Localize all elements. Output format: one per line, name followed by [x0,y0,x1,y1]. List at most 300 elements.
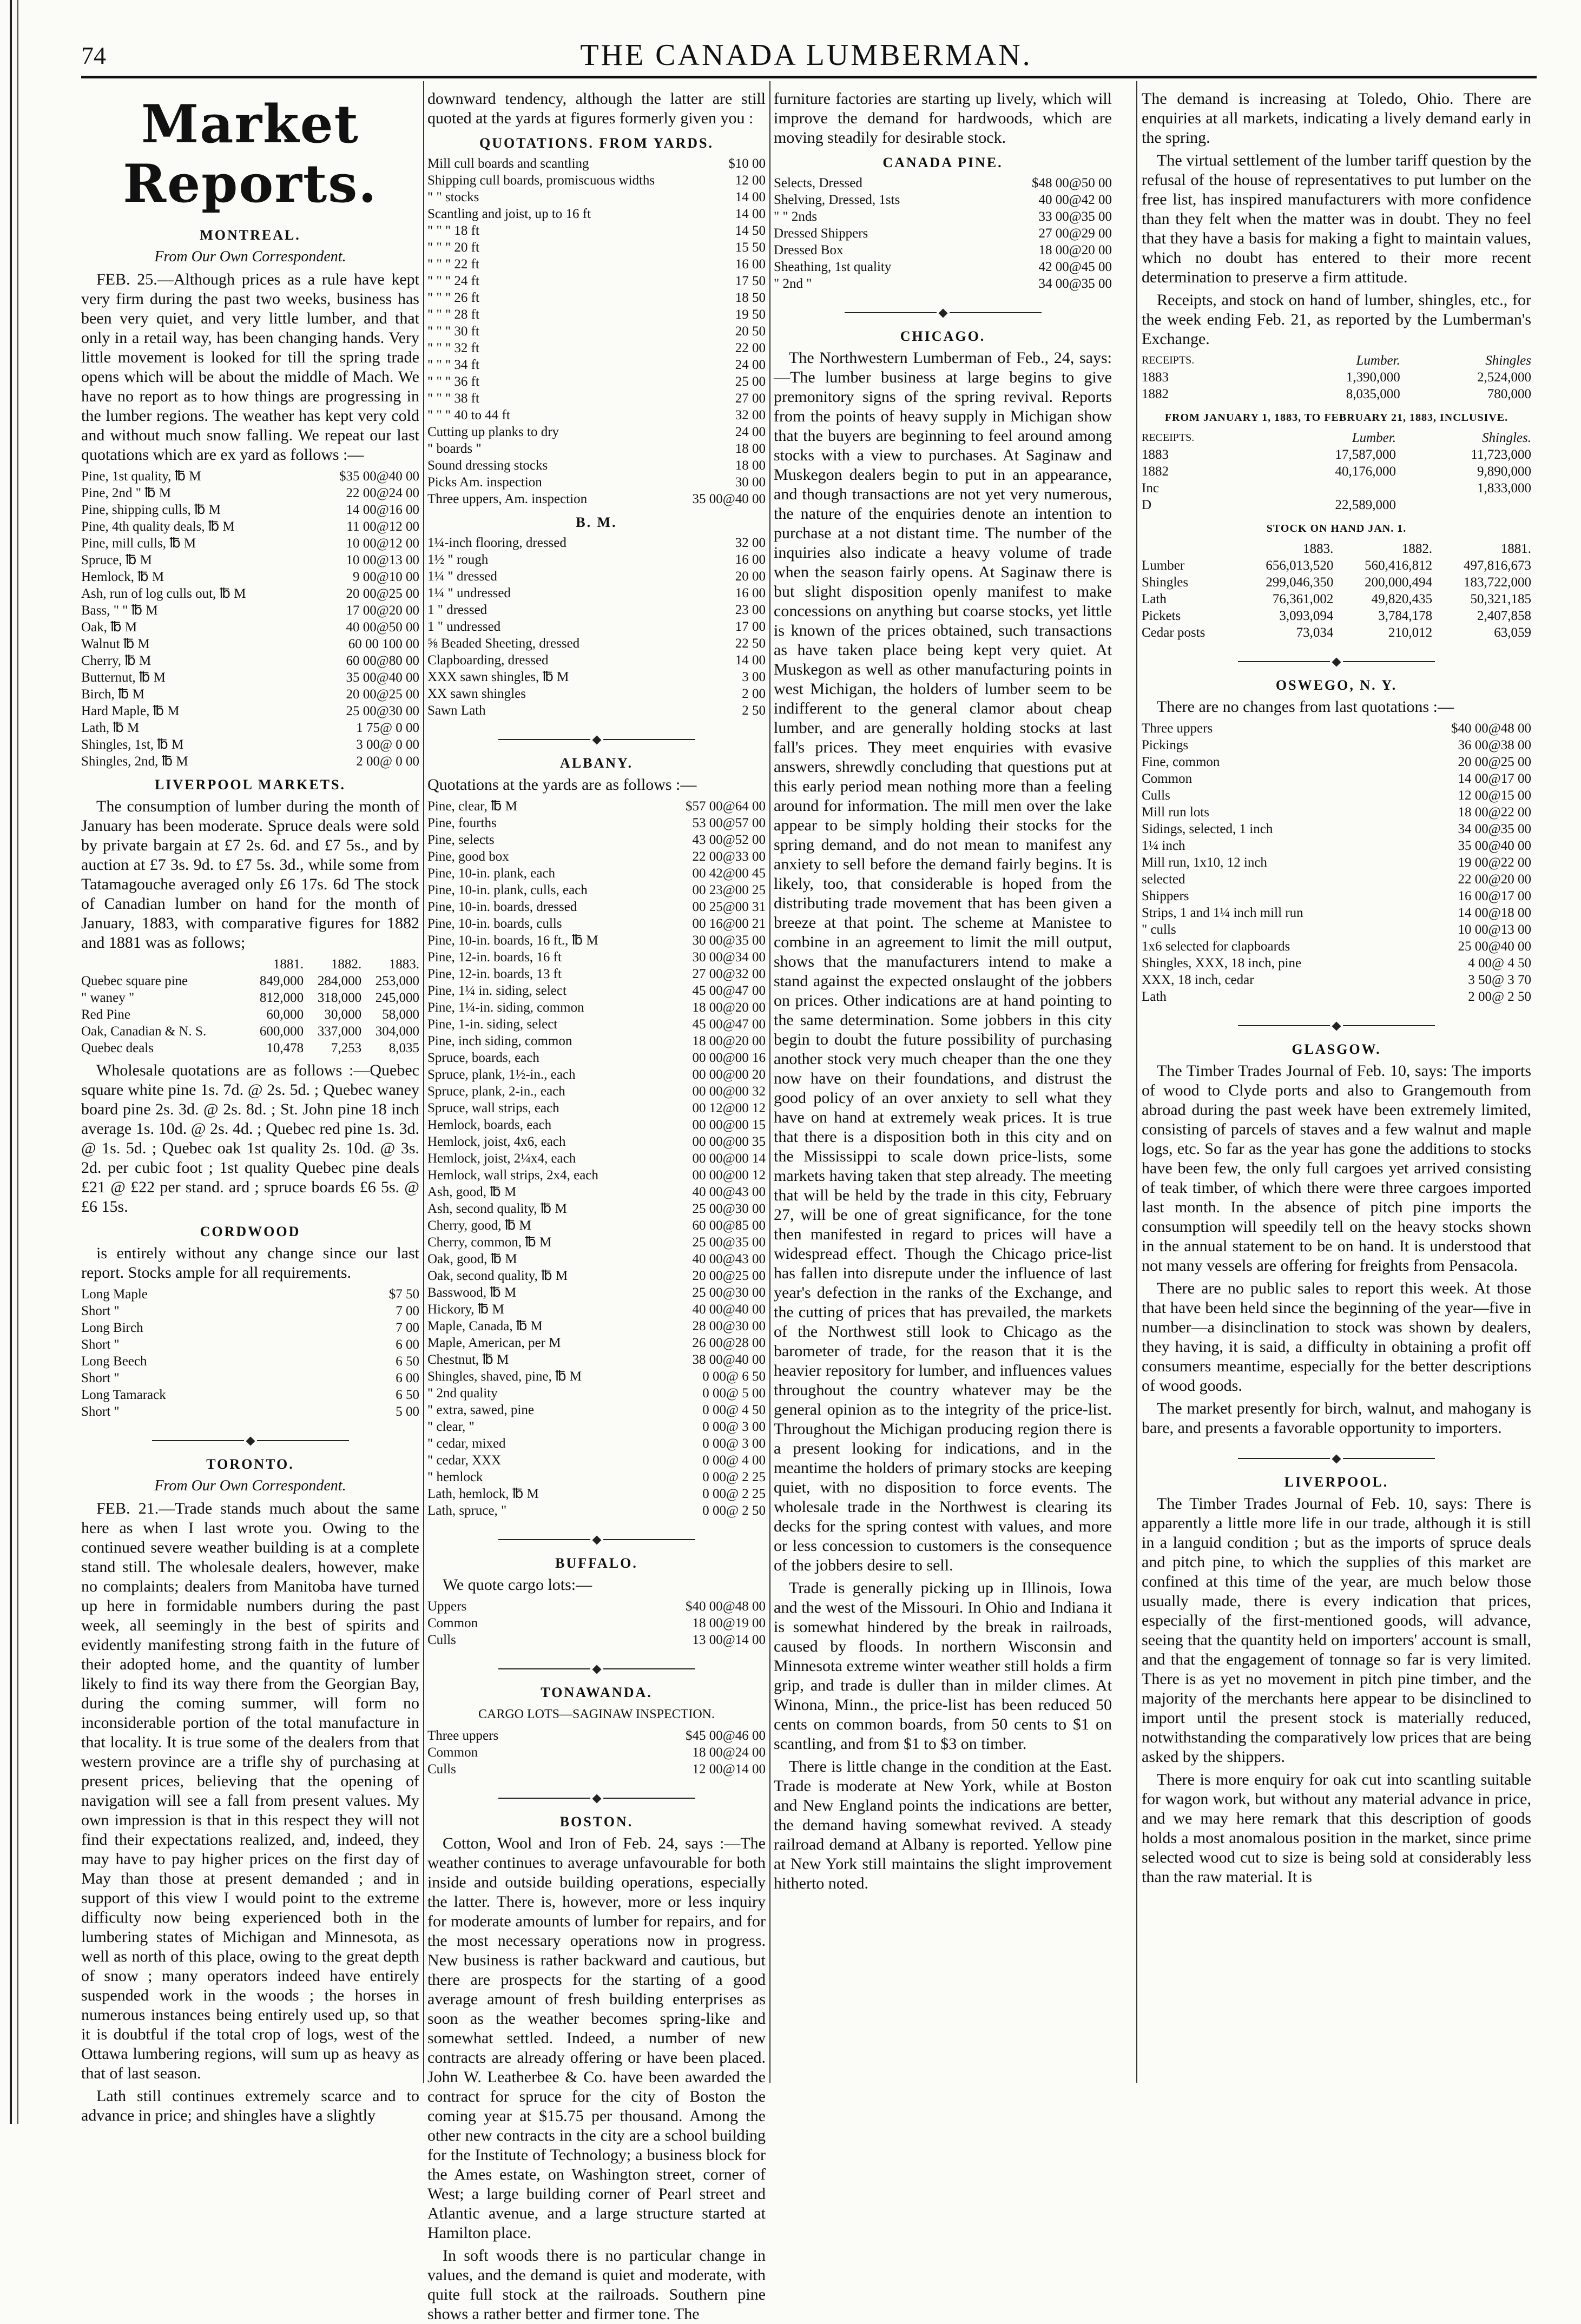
row-value: 6 00 [396,1371,419,1385]
quotation-table [81,1286,419,1420]
table-row [427,1418,766,1435]
row-label: Scantling and joist, up to 16 ft [427,207,591,221]
row-value: 14 00@17 00 [1458,771,1531,786]
row-label: Long Birch [81,1321,143,1335]
row-label: Three uppers [1142,721,1213,736]
table-row [81,552,419,569]
table-row [427,551,766,568]
quotation-table [427,1598,766,1648]
row-value: 30 00@35 00 [692,933,766,948]
section-heading: B. M. [576,514,617,530]
row-label: Spruce, boards, each [427,1051,539,1065]
table-row [427,1133,766,1150]
section-ornament [1142,1448,1531,1467]
row-label: Hard Maple, ℔ M [81,704,180,718]
table-row [427,1744,766,1761]
table-row [81,585,419,602]
row-value: 35 00@40 00 [1458,839,1531,853]
row-value: 16 00 [735,257,766,272]
section-subheading: CARGO LOTS—SAGINAW INSPECTION. [478,1707,715,1721]
row-label: Hickory, ℔ M [427,1302,504,1317]
row-label: Oak, good, ℔ M [427,1252,517,1266]
article-paragraph: Trade is generally picking up in Illinois, Iowa and the west of the Missouri. In Ohio and Indiana it is somewhat hindered by the break in railroads, caused by floods. In northern Wisconsin and Minnesota extreme winter weather still holds a firm grip, and trade is duller than in milder climes. At Winona, Minn., the price-list has been reduced 50 cents on common boards, from 50 cents to $1 on scantling, and from $1 to $3 on timber. [774,1579,1112,1753]
row-label: Shingles, 1st, ℔ M [81,737,184,752]
row-label: Cutting up planks to dry [427,425,559,439]
row-value: 849,000 [259,974,304,988]
quotation-table [427,534,766,719]
row-value: 00 00@00 12 [692,1168,766,1183]
column-4 [1142,89,1531,2085]
row-value: 2 00@ 2 50 [1468,989,1531,1004]
table-caption: FROM JANUARY 1, 1883, TO FEBRUARY 21, 1883, INCLUSIVE. [1164,412,1508,424]
row-label: Long Beech [81,1354,147,1369]
table-row [427,585,766,602]
row-label: Pine, 10-in. plank, culls, each [427,883,588,897]
table-row [427,1234,766,1251]
row-label: Shingles [1142,575,1189,590]
section-heading: QUOTATIONS. FROM YARDS. [479,135,714,151]
table-row [427,798,766,815]
row-label: " " " 18 ft [427,223,479,238]
row-label: Shingles, shaved, pine, ℔ M [427,1369,582,1384]
table-row [427,239,766,256]
row-label: Short " [81,1304,120,1318]
row-label: Culls [1142,788,1170,803]
row-value: 253,000 [375,974,419,988]
row-label: Fine, common [1142,755,1220,769]
row-label: Oak, ℔ M [81,620,137,635]
table-row [427,1083,766,1100]
row-label: " extra, sawed, pine [427,1403,534,1417]
table-row [427,848,766,865]
row-value: 17 00@20 00 [346,603,419,618]
row-label: Three uppers, Am. inspection [427,492,588,506]
row-label: Mill run, 1x10, 12 inch [1142,855,1267,870]
row-label: XX sawn shingles [427,686,526,701]
row-label: D [1142,498,1152,512]
article-paragraph: furniture factories are starting up lively, which will improve the demand for hardwoods, which are moving steadily for desirable stock. [774,90,1112,147]
row-value: 497,816,673 [1464,558,1531,573]
row-value: 0 00@ 5 00 [702,1386,766,1401]
section-ornament [427,1787,766,1807]
row-label: Ash, run of log culls out, ℔ M [81,586,246,601]
table-caption: STOCK ON HAND JAN. 1. [1266,523,1407,534]
table-row [81,973,419,989]
page-header [81,38,1531,76]
row-value [1396,497,1531,513]
article-paragraph: FEB. 25.—Although prices as a rule have kept very firm during the past two weeks, business has been very quiet, and very little lumber, and that only in a retail way, has been changing hands. Very little movement is looked for till the spring trade opens which will be about the middle of Mach. We have no report as to how things are progressing in the lumber regions. The weather has kept very cold and without much snow falling. We repeat our last quotations which are ex yard as follows :— [81,270,419,464]
row-value: 2 50 [742,703,766,718]
year-header: 1883. [388,957,419,972]
row-label: Lath [1142,989,1167,1004]
table-row [427,289,766,306]
table-row [427,1761,766,1778]
row-label: " " " 22 ft [427,257,479,272]
row-label: Pine, mill culls, ℔ M [81,536,196,551]
row-label: Common [427,1616,478,1630]
table-row [81,636,419,652]
row-label: Pine, 2nd " ℔ M [81,486,172,500]
row-label: Cherry, good, ℔ M [427,1218,531,1233]
row-value: 00 25@00 31 [692,900,766,914]
table-row [427,1351,766,1368]
row-value: 24 00 [735,425,766,439]
row-label: Pine, good box [427,849,509,864]
row-value: 00 12@00 12 [692,1101,766,1115]
column-rule [1136,81,1137,2083]
row-value: 11 00@12 00 [346,519,419,534]
row-value: 38 00@40 00 [692,1352,766,1367]
row-value: 49,820,435 [1371,592,1433,606]
row-value: 7,253 [331,1041,362,1055]
row-label: Butternut, ℔ M [81,670,166,685]
row-value: 337,000 [317,1024,362,1039]
section-heading: GLASGOW. [1292,1041,1381,1057]
row-value: 22 00@24 00 [346,486,419,500]
row-value: $35 00@40 00 [339,469,419,484]
article-paragraph: The market presently for birch, walnut, and mahogany is bare, and presents a favorable opportunity to importers. [1142,1399,1531,1437]
row-label: Pine, 12-in. boards, 13 ft [427,967,562,981]
row-value: 284,000 [317,974,362,988]
row-label: Pickets [1142,609,1181,623]
row-value: 14 00 [735,190,766,204]
table-row [427,1016,766,1033]
row-value: 18 00 [735,441,766,456]
row-value: 45 00@47 00 [692,983,766,998]
table-row [427,1301,766,1318]
row-value: 60 00@80 00 [346,653,419,668]
row-value: 25 00@30 00 [346,704,419,718]
row-label: Birch, ℔ M [81,687,144,702]
table-row [427,915,766,932]
table-row [81,1006,419,1023]
row-value: 17 50 [735,274,766,288]
row-value: 0 00@ 3 00 [702,1436,766,1451]
row-value: 3,093,094 [1279,609,1334,623]
row-value: 8,035,000 [1346,387,1400,401]
table-row [1142,754,1531,770]
row-value [1260,480,1396,497]
row-value: 00 00@00 15 [692,1118,766,1132]
row-label: Short " [81,1404,120,1419]
row-value: 40 00@43 00 [692,1185,766,1199]
article-paragraph: The Timber Trades Journal of Feb. 10, says: There is apparently a little more life in our trade, although it is still in a languid condition ; but as the imports of spruce deals and pitch pine, to which the supplies of this market are confined at this time of the year, are much below those usually made, there is every indication that prices, especially of the first-mentioned goods, will advance, seeing that the quantity held on importers' account is small, and that the engagement of tonnage so far is very limited. There is as yet no movement in pitch pine timber, and the majority of the merchants here appear to be disinclined to import until the present stock is materially reduced, notwithstanding the comparatively low prices that are being asked by the shippers. [1142,1495,1531,1766]
table-row [427,1049,766,1066]
section-heading: TONAWANDA. [541,1685,653,1700]
row-label: Red Pine [81,1007,130,1022]
row-label: XXX, 18 inch, cedar [1142,973,1254,987]
section-heading: BOSTON. [559,1814,634,1830]
row-value: 0 00@ 2 25 [702,1487,766,1501]
row-label: Long Maple [81,1287,148,1302]
row-label: Oak, Canadian & N. S. [81,1024,207,1039]
column-3 [774,89,1112,2085]
table-row [81,602,419,619]
table-row [427,1727,766,1744]
row-value: 318,000 [317,991,362,1005]
article-paragraph: The Northwestern Lumberman of Feb., 24, says:—The lumber business at large begins to give premonitory signs of the spring revival. Reports from the points of heavy supply in Michigan show that the buyers are beginning to feel around among stocks with a view to purchases. At Saginaw and Muskegon dealers begin to put in an appearance, and though transactions are not yet very numerous, the nature of the enquiries denote an intention to purchase at a not distant time. The number of the inquiries also indicate a heavy volume of trade when the season fairly opens. At Saginaw there is but slight disposition openly manifest to make concessions on anything but coarse stocks, yet little is known of the prices obtained, such transactions as have taken place being kept very quiet. At Muskegon as well as other manufacturing points in west Michigan, the holders of lumber seem to be indifferent to the general clamor about cheap lumber, and are generally holding stocks at last fall's prices. They meet enquiries with evasive answers, shrewdly concluding that questions put at this early period mean nothing more than a feeling around for information. The mill men over the lake appear to be simply holding their stocks for the spring demand, and do not mean to manifest any anxiety to sell before the demand fairly begins. It is likely, too, that considerable is hoped from the distributing trade movement that has been given a breeze at that point. The scheme at Manistee to combine in an agreement to limit the mill output, shows that the manufacturers intend to make a stand against the expected onslaught of the jobbers on prices. Other indications are at hand pointing to the same determination. Some jobbers in this city begin to doubt the future possibility of purchasing another stock very much cheaper than the one they now have on their foundations, and distrust the good policy of an over anxiety to sell what they have on hand at extremely weak prices. It is true that there is a disposition both in this city and on the Mississippi to scale down price-lists, some markets having taken that step already. The meeting that will be held by the trade in this city, February 27, will be one of great significance, for the tone then manifested in regard to prices will have a widespread effect. Though the Chicago price-list has fallen into disrepute under the influence of last year's defection in the ranks of the Exchange, and the cutting of prices that has prevailed, the markets of the Northwest still look to Chicago as the barometer of trade, for the reason that it is the heavier repository for lumber, and influences values throughout the country whatever may be the general opinion as to the integrity of the price-list. Throughout the Michigan producing region there is a present looking for indications, and in the meantime the holders of primary stocks are keeping quiet, with no disposition to force events. The wholesale trade in the Northwest is clearing its decks for the spring contest with values, and more or less concession to customers is the consequence of the jobbers desire to sell. [774,349,1112,1574]
table-row [427,390,766,407]
table-row [427,189,766,206]
row-label: Shelving, Dressed, 1sts [774,193,900,207]
article-paragraph: The Timber Trades Journal of Feb. 10, says: The imports of wood to Clyde ports and also to Grangemouth from abroad during the past week have been extremely limited, consisting of parcels of staves and a few walnut and maple logs, etc. So far as the year has gone the additions to stocks have been few, the only full cargoes yet arrived consisting of teak timber, of which there were three cargoes imported last month. In the absence of pitch pine imports the consumption will speedily tell on the heavy stocks shown in the annual statement to be on hand. It is understood that not many vessels are offering for freights from Pensacola. [1142,1062,1531,1275]
row-value: 18 00@22 00 [1458,805,1531,820]
receipts-table [1142,430,1531,513]
row-value: 00 00@00 14 [692,1151,766,1166]
section-heading: LIVERPOOL MARKETS. [154,777,346,793]
row-label: " " " 26 ft [427,290,479,305]
row-value: 14 00@18 00 [1458,906,1531,920]
row-label: Clapboarding, dressed [427,653,549,668]
row-label: Lath [1142,592,1167,606]
table-row [427,865,766,882]
table-row [81,468,419,485]
table-row [427,932,766,949]
section-subheading: From Our Own Correspondent. [154,248,346,265]
section-heading: TORONTO. [206,1456,294,1472]
table-row [1142,955,1531,972]
stock-table [1142,540,1531,641]
row-value: 00 00@00 16 [692,1051,766,1065]
row-label: Culls [427,1762,456,1777]
receipts-header: Lumber. [1352,431,1396,445]
row-label: Pine, shipping culls, ℔ M [81,503,221,517]
section-heading: CHICAGO. [900,328,986,344]
section-subheading: From Our Own Correspondent. [154,1477,346,1494]
table-row [1142,871,1531,888]
row-value: 7 00 [396,1321,419,1335]
table-row [427,1167,766,1184]
table-row [1142,574,1531,591]
row-label: Ash, good, ℔ M [427,1185,517,1199]
table-row [427,256,766,273]
table-row [1142,938,1531,955]
article-paragraph: Receipts, and stock on hand of lumber, shingles, etc., for the week ending Feb. 21, as reported by the Lumberman's Exchange. [1142,291,1531,348]
table-row [774,175,1112,192]
row-value: 3 50@ 3 70 [1468,973,1531,987]
quotation-table [1142,720,1531,1005]
row-value: 22 00@20 00 [1458,872,1531,887]
row-value: 2,407,858 [1477,609,1531,623]
article-paragraph: The demand is increasing at Toledo, Ohio. There are enquiries at all markets, indicating a lively demand early in the spring. [1142,90,1531,147]
row-value: 34 00@35 00 [1458,822,1531,836]
row-label: selected [1142,872,1185,887]
row-value: 3 00@ 0 00 [356,737,419,752]
stock-table [81,956,419,1057]
row-value: 27 00@29 00 [1038,226,1112,241]
row-label: Cherry, common, ℔ M [427,1235,552,1250]
row-value: 14 50 [735,223,766,238]
row-value: 20 00 [735,569,766,584]
row-label: 1883 [1142,447,1169,462]
table-row [1142,624,1531,641]
table-row [1142,737,1531,754]
table-row [1142,497,1531,513]
row-value: 00 00@00 32 [692,1084,766,1099]
row-value: 22 00@33 00 [692,849,766,864]
row-label: " clear, " [427,1420,475,1434]
row-value: 25 00@30 00 [692,1285,766,1300]
row-value: 26 00@28 00 [692,1336,766,1350]
row-label: " 2nd quality [427,1386,498,1401]
table-row [1142,386,1531,402]
row-value: 9 00@10 00 [352,570,419,584]
table-row [427,323,766,340]
year-header: 1881. [1500,542,1531,556]
table-row [427,652,766,669]
table-row [427,949,766,966]
row-value: 13 00@14 00 [692,1633,766,1647]
table-row [427,222,766,239]
row-value: 0 00@ 4 00 [702,1453,766,1468]
table-row [427,1615,766,1632]
row-label: Bass, " " ℔ M [81,603,158,618]
row-label: " " " 20 ft [427,240,479,255]
year-header: 1883. [1303,542,1334,556]
table-row [427,424,766,440]
row-label: 1 " undressed [427,619,501,634]
row-value: 40,176,000 [1335,464,1396,479]
row-label: Dressed Box [774,243,844,258]
row-label: " " " 34 ft [427,358,479,372]
table-row [774,192,1112,208]
table-row [427,982,766,999]
row-value: 12 00@15 00 [1458,788,1531,803]
table-row [81,535,419,552]
row-label: Short " [81,1371,120,1385]
section-ornament [774,302,1112,321]
table-row [427,1335,766,1351]
row-value: 18 00@20 00 [1038,243,1112,258]
row-value: 20 00@25 00 [692,1269,766,1283]
page-binding-edge [10,0,18,2124]
row-label: Cherry, ℔ M [81,653,151,668]
article-paragraph: Quotations at the yards are as follows :— [427,776,697,794]
table-row [81,669,419,686]
row-value: 60,000 [266,1007,304,1022]
section-ornament [427,1529,766,1548]
table-row [427,340,766,356]
table-row [427,568,766,585]
table-row [81,686,419,703]
row-label: " " " 32 ft [427,341,479,355]
column-rule [769,81,770,2083]
section-heading: BUFFALO. [555,1555,638,1571]
section-ornament [1142,651,1531,670]
table-row [81,1303,419,1319]
table-row [1142,591,1531,608]
table-row [81,703,419,719]
table-row [1142,480,1531,497]
table-row [81,1040,419,1057]
table-row [427,474,766,491]
row-label: " waney " [81,991,135,1005]
table-row [81,1336,419,1353]
row-value: 18 00@24 00 [692,1745,766,1760]
row-value: 812,000 [259,991,304,1005]
receipts-header: Lumber. [1356,353,1400,368]
row-value: 10,478 [266,1041,304,1055]
section-ornament [427,729,766,748]
row-value: 560,416,812 [1365,558,1433,573]
row-label: Spruce, ℔ M [81,553,152,567]
row-value: 2,524,000 [1477,370,1531,385]
table-row [427,306,766,323]
row-label: 1883 [1142,370,1169,385]
row-value: 60 00@85 00 [692,1218,766,1233]
row-value: 20 00@25 00 [1458,755,1531,769]
table-row [427,172,766,189]
row-value: 32 00 [735,536,766,550]
table-row [774,208,1112,225]
row-label: " " 2nds [774,209,818,224]
row-value: 8,035 [388,1041,419,1055]
row-label: XXX sawn shingles, ℔ M [427,670,569,684]
row-value: 1,390,000 [1346,370,1400,385]
year-header: 1881. [273,957,304,972]
row-value: 0 00@ 6 50 [702,1369,766,1384]
table-row [427,1435,766,1452]
row-label: Pine, 1st quality, ℔ M [81,469,201,484]
row-value: 12 00@14 00 [692,1762,766,1777]
row-value: 16 00@17 00 [1458,889,1531,903]
section-ornament [427,1658,766,1678]
table-row [427,373,766,390]
row-value: 35 00@40 00 [346,670,419,685]
row-value: 53 00@57 00 [692,816,766,830]
table-row [81,1387,419,1403]
table-row [427,1632,766,1648]
article-paragraph: downward tendency, although the latter are still quoted at the yards at figures formerly given you : [427,90,766,127]
header-rule [81,76,1537,78]
row-value: 245,000 [375,991,419,1005]
row-label: Shipping cull boards, promiscuous widths [427,173,655,188]
row-label: Pine, 4th quality deals, ℔ M [81,519,235,534]
table-row [427,155,766,172]
table-row [427,356,766,373]
row-value: 00 23@00 25 [692,883,766,897]
table-row [427,1117,766,1133]
table-row [81,719,419,736]
row-value: 16 00 [735,552,766,567]
table-row [1142,369,1531,386]
row-label: Pine, inch siding, common [427,1034,572,1048]
row-label: 1¼ " undressed [427,586,511,600]
row-label: 1882 [1142,464,1169,479]
table-row [427,618,766,635]
row-value: 30,000 [324,1007,362,1022]
table-row [427,899,766,915]
row-label: Pine, fourths [427,816,497,830]
article-paragraph: Cotton, Wool and Iron of Feb. 24, says :—The weather continues to average unfavourable for both inside and outside building operations, especially the latter. There is, however, more or less inquiry for moderate amounts of lumber for repairs, and for the most necessary operations now in progress. New business is rather backward and cautious, but there are prospects for the starting of a good average amount of fresh building enterprises as soon as the weather becomes spring-like and somewhat settled. Indeed, a number of new contracts are already offering or have been placed. John W. Leatherbee & Co. have been awarded the contract for spruce for the city of Boston the coming year at $15.75 per thousand. Among the other new contracts in the city are a school building for the Institute of Technology; a business block for the Ames estate, on Washington street, corner of West; a large building corner of Pearl street and Atlantic avenue, and a large structure started at Hamilton place. [427,1834,766,2242]
row-label: Pine, 10-in. boards, 16 ft., ℔ M [427,933,598,948]
table-row [427,206,766,222]
row-label: 1½ " rough [427,552,489,567]
row-value: 22 50 [735,636,766,651]
section-heading: ALBANY. [560,755,633,771]
row-value: 3,784,178 [1378,609,1433,623]
row-value: 00 42@00 45 [692,866,766,881]
row-label: 1882 [1142,387,1169,401]
row-label: " cedar, mixed [427,1436,506,1451]
row-value: 10 00@12 00 [346,536,419,551]
table-row [427,635,766,652]
row-label: Uppers [427,1599,467,1614]
row-value: 3 00 [742,670,766,684]
row-value: 20 00@25 00 [346,687,419,702]
section-heading: CANADA PINE. [882,155,1003,170]
row-label: Spruce, wall strips, each [427,1101,559,1115]
